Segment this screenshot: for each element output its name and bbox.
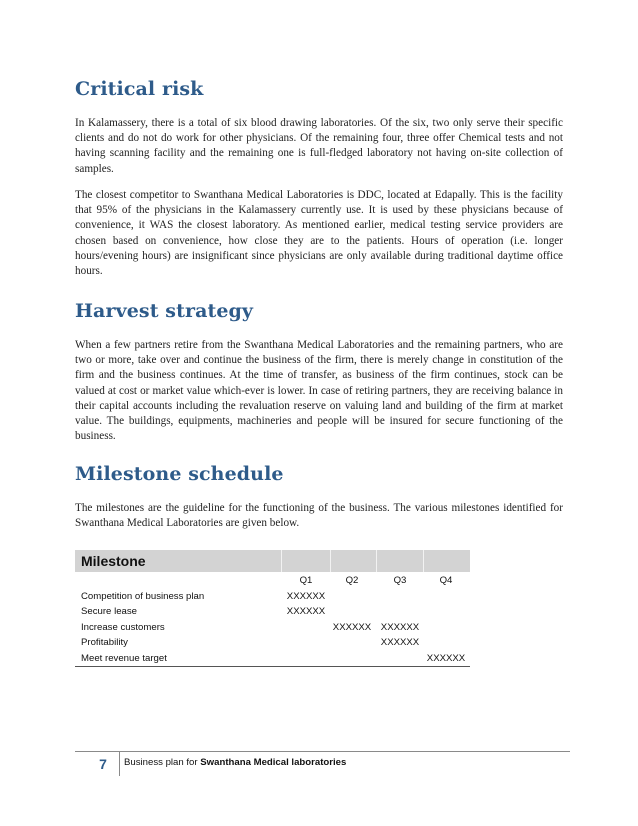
quarter-header: Q3: [393, 575, 407, 586]
milestone-quarters-row: [75, 573, 470, 589]
harvest-strategy-heading: Harvest strategy: [75, 300, 254, 322]
milestone-label: Secure lease: [81, 606, 137, 617]
critical-risk-heading: Critical risk: [75, 78, 204, 100]
milestone-table: [75, 550, 470, 667]
milestone-label: Competition of business plan: [81, 590, 205, 602]
milestone-row: [75, 651, 470, 668]
milestone-label: Increase customers: [81, 621, 165, 633]
milestone-schedule-heading: Milestone schedule: [75, 463, 284, 485]
milestone-cell: XXXXXX: [380, 621, 420, 633]
milestone-label: Meet revenue target: [81, 652, 167, 664]
milestone-table-title: Milestone: [81, 553, 146, 569]
milestone-schedule-paragraph: The milestones are the guideline for the functioning of the business. The various milestones identified for Swanthana Medical Laboratories are given below.: [75, 502, 563, 530]
milestone-row: [75, 604, 470, 620]
harvest-strategy-paragraph: When a few partners retire from the Swanthana Medical Laboratories and the remaining partners, who are two or more, take over and continue the business of the firm, there is merely change in constitution of the firm and the business continues. At the time of transfer, as business of the firm continues, stock can be valued at cost or market value which-ever is lower. In case of retiring partners, they are receiving balance in their capital accounts including the revaluation reserve on valuing land and building of the firm at market value. The buildings, equipments, machineries and people will be insured for secure functioning of the business.: [75, 339, 563, 443]
footer-text-prefix: Business plan for: [124, 757, 201, 768]
footer-text-bold: Swanthana Medical laboratories: [200, 757, 347, 768]
milestone-cell: XXXXXX: [286, 590, 326, 602]
milestone-label: Profitability: [81, 637, 128, 648]
quarter-header: Q1: [299, 575, 313, 586]
quarter-header: Q4: [439, 575, 453, 586]
milestone-cell: XXXXXX: [426, 652, 466, 664]
milestone-cell: XXXXXX: [332, 621, 372, 633]
milestone-table-header: [75, 550, 470, 573]
critical-risk-paragraph-2: The closest competitor to Swanthana Medical Laboratories is DDC, located at Edapally. This is the facility that 95% of the physicians in the Kalamassery currently use. It is used by these physicians because of convenience, it WAS the closest laboratory. As mentioned earlier, medical testing service providers are chosen based on convenience, how close they are to the patients. Hours of operation (i.e. longer hours/evening hours) are insignificant since physicians are only available during traditional daytime office hours.: [75, 189, 563, 278]
milestone-cell: XXXXXX: [380, 637, 420, 648]
quarter-header: Q2: [345, 575, 359, 586]
milestone-rows: [75, 589, 470, 668]
footer-divider: [75, 751, 570, 752]
milestone-cell: XXXXXX: [286, 606, 326, 617]
critical-risk-paragraph-1: In Kalamassery, there is a total of six blood drawing laboratories. Of the six, two only serve their specific clients and do not do work for other physicians. Of the remaining four, three offer Chemical tests and not having scanning facility and the remaining one is full-fledged laboratory not having on-site collection of samples.: [75, 117, 563, 175]
footer-vertical-divider: [119, 752, 120, 776]
milestone-row: [75, 620, 470, 636]
milestone-row: [75, 635, 470, 651]
page-number: 7: [99, 756, 107, 772]
footer-text: [124, 757, 346, 768]
milestone-row: [75, 589, 470, 605]
